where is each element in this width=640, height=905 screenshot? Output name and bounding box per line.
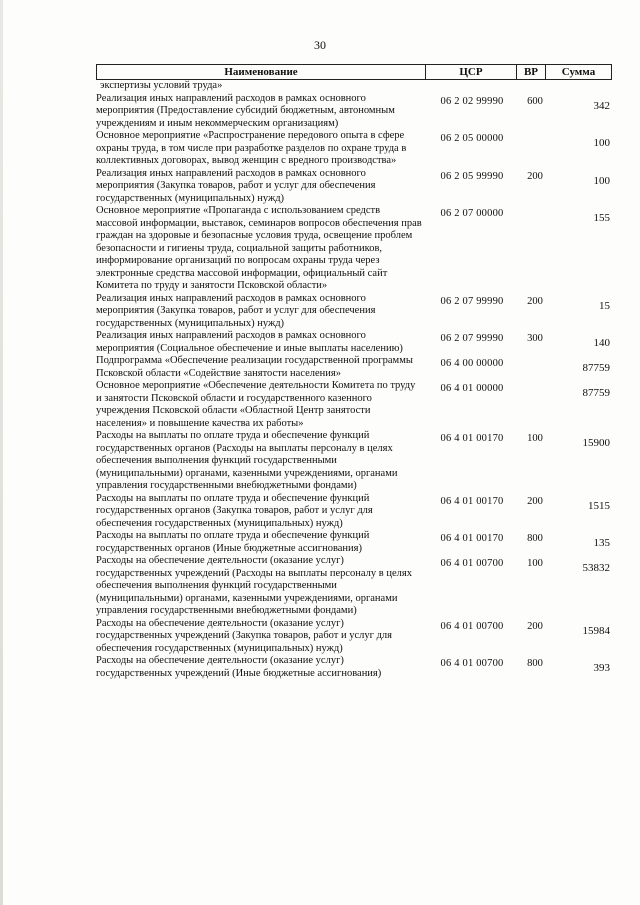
row-name: Расходы на обеспечение деятельности (оказание услуг) государственных учреждений (Иные бюджетные ассигнования)	[96, 655, 382, 679]
row-name: Расходы на выплаты по оплате труда и обеспечение функций государственных органов (Иные бюджетные ассигнования)	[96, 530, 370, 554]
row-name: Основное мероприятие «Обеспечение деятельности Комитета по труду и занятости Псковской области и государственного казенного учреждения Псковской области «Областной Центр занятости населения» и повышение качества их работы»	[96, 380, 416, 429]
row-csr: 06 4 01 00170	[440, 533, 504, 544]
row-csr: 06 4 01 00700	[440, 658, 504, 669]
row-sum: 15	[599, 299, 610, 312]
row-name: Основное мероприятие «Пропаганда с использованием средств массовой информации, выставок, семинаров вопросов обеспечения прав граждан на здоровые и безопасные условия труда, освещение проблем безопасности и гигиены труда, социальной защиты работников, информирование организаций по вопросам охраны труда через электронные средства массовой информации, официальный сайт Комитета по труду и занятости Псковской области»	[96, 205, 422, 291]
row-vr: 800	[527, 658, 543, 669]
row-csr: 06 2 02 99990	[440, 95, 504, 107]
row-vr: 200	[527, 620, 543, 632]
row-vr: 100	[527, 558, 543, 569]
row-vr: 300	[527, 333, 543, 344]
header-vr: ВР	[517, 65, 546, 79]
row-name: Реализация иных направлений расходов в рамках основного мероприятия (Социальное обеспечение и иные выплаты населению)	[96, 330, 403, 354]
row-name: Основное мероприятие «Распространение передового опыта в сфере охраны труда, в том числе при разработке разделов по охране труда в коллективных договорах, вывод женщин с вредного производства»	[96, 130, 407, 166]
row-name: Реализация иных направлений расходов в рамках основного мероприятия (Закупка товаров, работ и услуг для обеспечения государственных (муниципальных) нужд)	[96, 167, 376, 204]
header-name: Наименование	[97, 65, 426, 79]
row-sum: 342	[593, 99, 610, 112]
budget-table	[96, 64, 612, 680]
row-vr	[518, 380, 552, 430]
row-name: Расходы на выплаты по оплате труда и обеспечение функций государственных органов (Расходы на выплаты персоналу в целях обеспечения выполнения функций государственными (муниципальными) органами, казенными учреждениями, органами управления государственными внебюджетными фондами)	[96, 430, 398, 491]
row-csr: 06 4 01 00000	[440, 383, 504, 394]
table-row	[96, 293, 612, 331]
row-vr: 100	[527, 433, 543, 444]
row-name: Расходы на выплаты по оплате труда и обеспечение функций государственных органов (Закупка товаров, работ и услуг для обеспечения государственных (муниципальных) нужд)	[96, 492, 373, 529]
row-name: Подпрограмма «Обеспечение реализации государственной программы Псковской области «Содействие занятости населения»	[96, 355, 413, 379]
row-csr: 06 4 01 00170	[440, 433, 504, 444]
table-row	[96, 530, 612, 555]
header-csr: ЦСР	[426, 65, 517, 79]
row-sum: 1515	[588, 499, 610, 512]
row-vr: 200	[527, 295, 543, 307]
row-csr: 06 2 07 99990	[440, 333, 504, 344]
table-row	[96, 205, 612, 293]
table-row	[96, 430, 612, 493]
row-vr: 200	[527, 495, 543, 507]
row-name: Расходы на обеспечение деятельности (оказание услуг) государственных учреждений (Расходы на выплаты персоналу в целях обеспечения выполнения функций государственными (муниципальными) органами, казенными учреждениями, органами управления государственными внебюджетными фондами)	[96, 555, 412, 616]
row-vr	[518, 355, 552, 380]
row-sum: 100	[593, 137, 610, 149]
continuation-text: экспертизы условий труда»	[100, 80, 223, 91]
row-sum: 87759	[582, 387, 610, 399]
table-header	[96, 64, 612, 80]
row-name: Расходы на обеспечение деятельности (оказание услуг) государственных учреждений (Закупка товаров, работ и услуг для обеспечения государственных (муниципальных) нужд)	[96, 617, 392, 654]
table-row	[96, 168, 612, 206]
row-vr: 600	[527, 95, 543, 107]
row-sum: 140	[593, 337, 610, 349]
table-row	[96, 493, 612, 531]
table-row	[96, 330, 612, 355]
table-row	[96, 380, 612, 430]
row-sum: 100	[593, 174, 610, 187]
table-row	[96, 618, 612, 656]
table-row	[96, 130, 612, 168]
row-csr: 06 4 00 00000	[440, 358, 504, 369]
table-row	[96, 355, 612, 380]
row-vr	[518, 130, 552, 168]
row-csr: 06 2 05 99990	[440, 170, 504, 182]
header-sum: Сумма	[561, 66, 596, 78]
scan-edge	[0, 0, 3, 905]
table-row	[96, 655, 612, 680]
row-csr: 06 4 01 00170	[440, 495, 504, 507]
row-vr: 800	[527, 533, 543, 544]
row-name: Реализация иных направлений расходов в рамках основного мероприятия (Предоставление субсидий бюджетным, автономным учреждениям и иным некоммерческим организациям)	[96, 92, 395, 129]
row-csr: 06 2 07 99990	[440, 295, 504, 307]
row-name: Реализация иных направлений расходов в рамках основного мероприятия (Закупка товаров, работ и услуг для обеспечения государственных (муниципальных) нужд)	[96, 292, 376, 329]
page-number: 30	[314, 38, 326, 52]
continuation-row	[96, 80, 612, 93]
row-csr: 06 4 01 00700	[440, 620, 504, 632]
row-vr	[518, 205, 552, 293]
row-vr: 200	[527, 170, 543, 182]
table-body	[96, 93, 612, 681]
table-row	[96, 555, 612, 618]
row-csr: 06 2 05 00000	[440, 133, 504, 144]
row-sum: 15900	[582, 437, 610, 449]
row-sum: 135	[593, 537, 610, 549]
row-sum: 155	[593, 212, 610, 224]
table-row	[96, 93, 612, 131]
row-csr: 06 2 07 00000	[440, 208, 504, 219]
row-sum: 15984	[582, 624, 610, 637]
row-csr: 06 4 01 00700	[440, 558, 504, 569]
row-sum: 87759	[582, 362, 610, 374]
row-sum: 393	[593, 662, 610, 674]
row-sum: 53832	[582, 562, 610, 574]
